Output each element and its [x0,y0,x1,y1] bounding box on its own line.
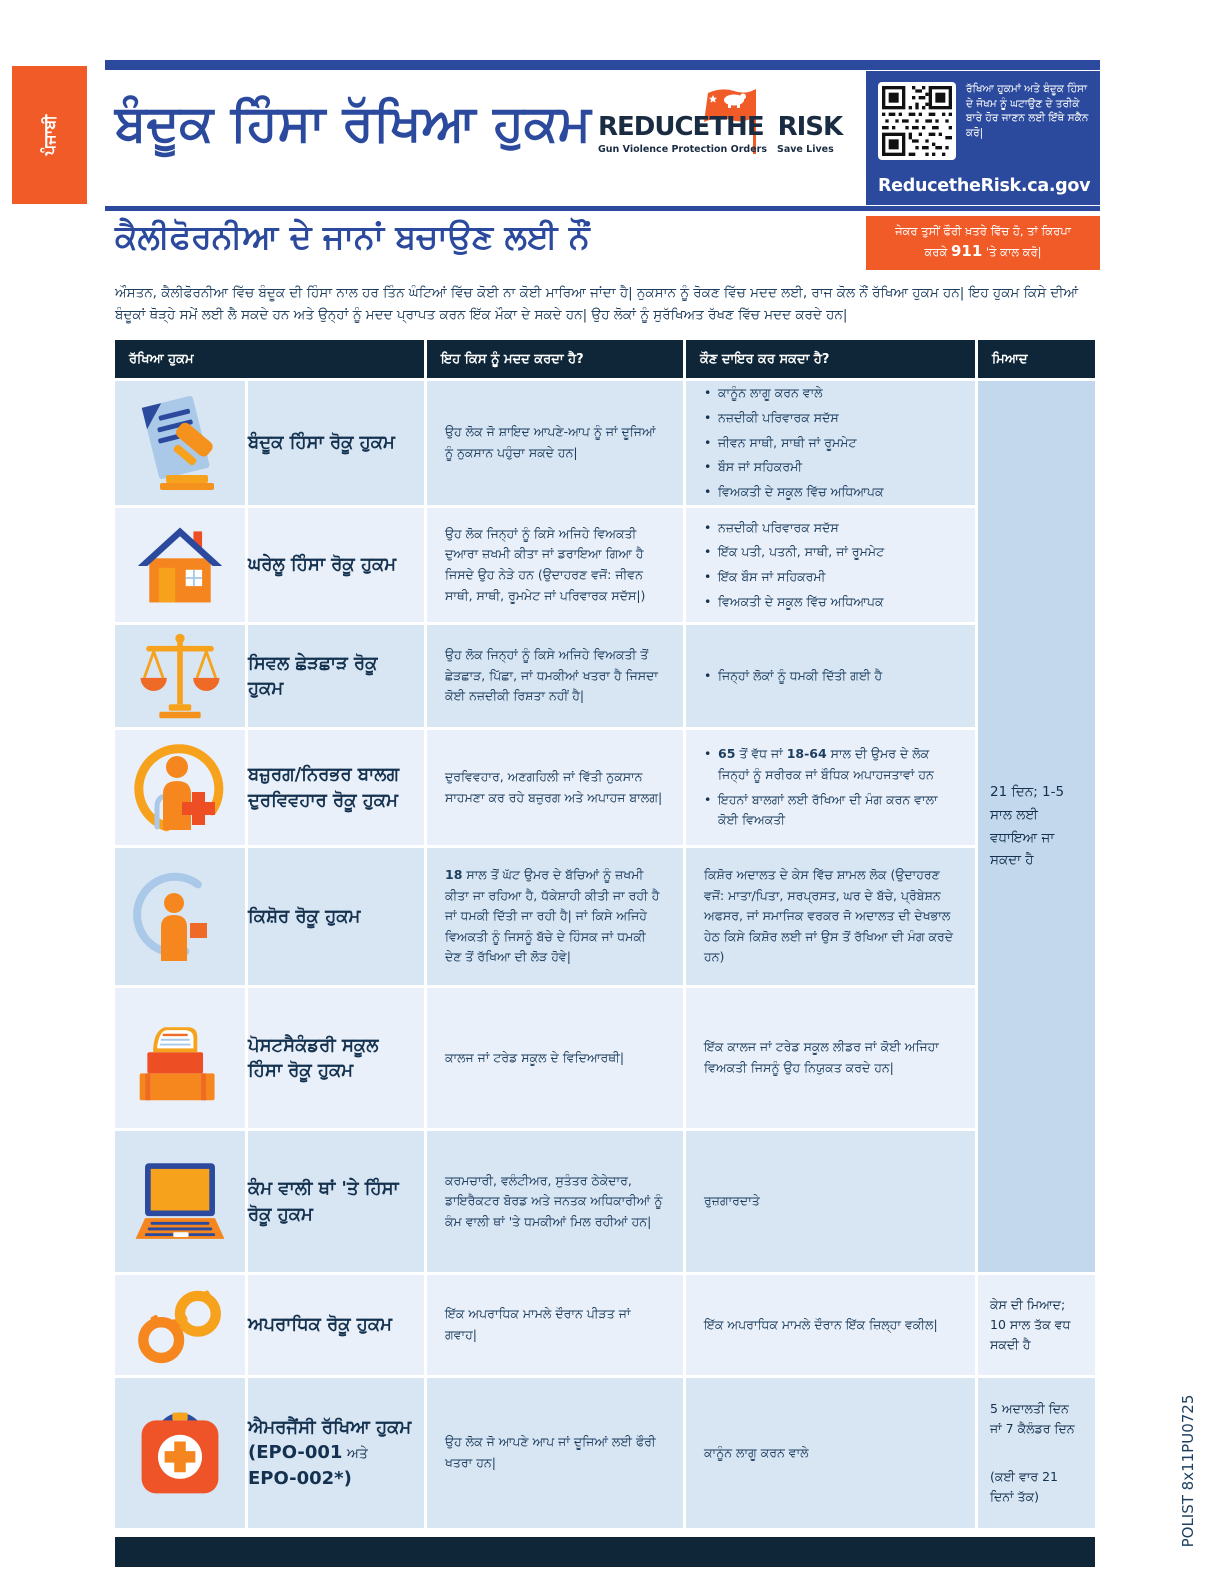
order-name: ਅਪਰਾਧਿਕ ਰੋਕੂ ਹੁਕਮ [248,1275,424,1375]
order-icon-cell [115,381,245,505]
who-list [686,381,975,505]
logo-wordmark: REDUCETHE RISK [598,112,843,142]
language-tab [12,66,87,204]
helps-text: 18 ਸਾਲ ਤੋਂ ਘੱਟ ਉਮਰ ਦੇ ਬੱਚਿਆਂ ਨੂੰ ਜ਼ਖਮੀ ਕੀਤਾ ਜਾ ਰਹਿਆ ਹੈ, ਧੱਕੇਸ਼ਾਹੀ ਕੀਤੀ ਜਾ ਰਹੀ ਹੈ ਜਾਂ ਧਮਕੀ ਦਿੱਤੀ ਜਾ ਰਹੀ ਹੈ| ਜਾਂ ਕਿਸੇ ਅਜਿਹੇ ਵਿਅਕਤੀ ਨੂੰ ਜਿਸਨੂੰ ਬੱਚੇ ਦੇ ਹਿੰਸਕ ਜਾਂ ਧਮਕੀ ਦੇਣ ਤੋਂ ਰੱਖਿਆ ਦੀ ਲੋੜ ਹੋਵੇ| [427,848,683,985]
helps-text: ਉਹ ਲੋਕ ਜੋ ਆਪਣੇ ਆਪ ਜਾਂ ਦੂਜਿਆਂ ਲਈ ਫੌਰੀ ਖਤਰਾ ਹਨ| [427,1378,683,1528]
qr-code [878,82,956,160]
helps-text: ਦੁਰਵਿਵਹਾਰ, ਅਣਗਹਿਲੀ ਜਾਂ ਵਿੱਤੀ ਨੁਕਸਾਨ ਸਾਹਮਣਾ ਕਰ ਰਹੇ ਬਜ਼ੁਰਗ ਅਤੇ ਅਪਾਹਜ ਬਾਲਗ| [427,730,683,845]
site-url: ReducetheRisk.ca.gov [878,176,1091,196]
scales-icon [133,630,227,722]
who-list [686,730,975,845]
column-header-order: ਰੱਖਿਆ ਹੁਕਮ [115,340,424,378]
duration-cell-rows-1-7: 21 ਦਿਨ; 1-5 ਸਾਲ ਲਈ ਵਧਾਇਆ ਜਾ ਸਕਦਾ ਹੈ [978,381,1095,1272]
order-icon-cell [115,848,245,985]
gavel-document-icon [134,393,226,493]
duration-cell-row-8: ਕੇਸ ਦੀ ਮਿਆਦ; 10 ਸਾਲ ਤੱਕ ਵਧ ਸਕਦੀ ਹੈ [978,1275,1095,1375]
helps-text: ਕਰਮਚਾਰੀ, ਵਲੰਟੀਅਰ, ਸੁਤੰਤਰ ਠੇਕੇਦਾਰ, ਡਾਇਰੈਕਟਰ ਬੋਰਡ ਅਤੇ ਜਨਤਕ ਅਧਿਕਾਰੀਆਂ ਨੂੰ ਕੰਮ ਵਾਲੀ ਥਾਂ 'ਤੇ ਧਮਕੀਆਂ ਮਿਲ ਰਹੀਆਂ ਹਨ| [427,1131,683,1272]
who-text: ਕਿਸ਼ੋਰ ਅਦਾਲਤ ਦੇ ਕੇਸ ਵਿੱਚ ਸ਼ਾਮਲ ਲੋਕ (ਉਦਾਹਰਣ ਵਜੋਂ: ਮਾਤਾ/ਪਿਤਾ, ਸਰਪ੍ਰਸਤ, ਘਰ ਦੇ ਬੱਚੇ, ਪ੍ਰੋਬੇਸ਼ਨ ਅਫਸਰ, ਜਾਂ ਸਮਾਜਿਕ ਵਰਕਰ ਜੋ ਅਦਾਲਤ ਦੀ ਦੇਖਭਾਲ ਹੇਠ ਕਿਸੇ ਕਿਸ਼ੋਰ ਲਈ ਜਾਂ ਉਸ ਤੋਂ ਰੱਖਿਆ ਦੀ ਮੰਗ ਕਰਦੇ ਹਨ) [686,848,975,985]
epo-codes: EPO-002*) [248,1467,352,1489]
who-item: • ਬੌਸ ਜਾਂ ਸਹਿਕਰਮੀ [704,457,883,478]
order-icon-cell [115,988,245,1128]
emergency-number: 911 [950,242,983,261]
who-text: ਇੱਕ ਅਪਰਾਧਿਕ ਮਾਮਲੇ ਦੌਰਾਨ ਇੱਕ ਜ਼ਿਲ੍ਹਾ ਵਕੀਲ| [686,1275,975,1375]
page-subtitle: ਕੈਲੀਫੋਰਨੀਆ ਦੇ ਜਾਨਾਂ ਬਚਾਉਣ ਲਈ ਨੌਂ [115,217,590,256]
logo-tagline: Gun Violence Protection Orders Save Lives [598,144,834,155]
protection-orders-table [115,340,1095,1528]
who-item: • ਵਿਅਕਤੀ ਦੇ ਸਕੂਲ ਵਿੱਚ ਅਧਿਆਪਕ [704,482,883,503]
who-item: • ਜੀਵਨ ਸਾਥੀ, ਸਾਥੀ ਜਾਂ ਰੂਮਮੇਟ [704,433,883,454]
who-list [686,508,975,622]
who-item: • ਜਿਨ੍ਹਾਂ ਲੋਕਾਂ ਨੂੰ ਧਮਕੀ ਦਿੱਤੀ ਗਈ ਹੈ [704,666,882,687]
who-text: ਇੱਕ ਕਾਲਜ ਜਾਂ ਟਰੇਡ ਸਕੂਲ ਲੀਡਰ ਜਾਂ ਕੋਈ ਅਜਿਹਾ ਵਿਅਕਤੀ ਜਿਸਨੂੰ ਉਹ ਨਿਯੁਕਤ ਕਰਦੇ ਹਨ| [686,988,975,1128]
order-name: ਕਿਸ਼ੋਰ ਰੋਕੂ ਹੁਕਮ [248,848,424,985]
page-title: ਬੰਦੂਕ ਹਿੰਸਾ ਰੱਖਿਆ ਹੁਕਮ [115,94,591,152]
order-icon-cell [115,1275,245,1375]
helps-text: ਉਹ ਲੋਕ ਜੋ ਸ਼ਾਇਦ ਆਪਣੇ-ਆਪ ਨੂੰ ਜਾਂ ਦੂਜਿਆਂ ਨੂੰ ਨੁਕਸਾਨ ਪਹੁੰਚਾ ਸਕਦੇ ਹਨ| [427,381,683,505]
first-aid-kit-icon [132,1403,228,1503]
books-icon [132,1010,228,1106]
helps-text: ਇੱਕ ਅਪਰਾਧਿਕ ਮਾਮਲੇ ਦੌਰਾਨ ਪੀੜਤ ਜਾਂ ਗਵਾਹ| [427,1275,683,1375]
language-tab-label: ਪੰਜਾਬੀ [39,114,59,156]
column-header-helps: ਇਹ ਕਿਸ ਨੂੰ ਮਦਦ ਕਰਦਾ ਹੈ? [427,340,683,378]
who-item: • ਇੱਕ ਪਤੀ, ਪਤਨੀ, ਸਾਥੀ, ਜਾਂ ਰੂਮਮੇਟ [704,542,884,563]
order-name: ਘਰੇਲੂ ਹਿੰਸਾ ਰੋਕੂ ਹੁਕਮ [248,508,424,622]
laptop-icon [128,1157,232,1247]
order-name: ਸਿਵਲ ਛੇੜਛਾੜ ਰੋਕੂ ਹੁਕਮ [248,625,424,727]
order-icon-cell [115,730,245,845]
emergency-banner: ਜੇਕਰ ਤੁਸੀਂ ਫੌਰੀ ਖ਼ਤਰੇ ਵਿੱਚ ਹੋ, ਤਾਂ ਕਿਰਪਾ ਕਰਕੇ 911 'ਤੇ ਕਾਲ ਕਰੋ| [866,216,1100,270]
who-item: • ਇੱਕ ਬੌਸ ਜਾਂ ਸਹਿਕਰਮੀ [704,567,884,588]
who-item: • ਨਜ਼ਦੀਕੀ ਪਰਿਵਾਰਕ ਸਦੱਸ [704,518,884,539]
handcuffs-icon [133,1279,227,1371]
epo-codes: (EPO-001 ਅਤੇ [248,1442,368,1464]
order-name: ਬਜ਼ੁਰਗ/ਨਿਰਭਰ ਬਾਲਗ ਦੁਰਵਿਵਹਾਰ ਰੋਕੂ ਹੁਕਮ [248,730,424,845]
footer-bar [115,1537,1095,1567]
column-header-who: ਕੌਣ ਦਾਇਰ ਕਰ ਸਕਦਾ ਹੈ? [686,340,975,378]
who-item: • ਇਹਨਾਂ ਬਾਲਗਾਂ ਲਈ ਰੱਖਿਆ ਦੀ ਮੰਗ ਕਰਨ ਵਾਲਾ ਕੋਈ ਵਿਅਕਤੀ [704,790,957,831]
who-item: • 65 ਤੋਂ ਵੱਧ ਜਾਂ 18-64 ਸਾਲ ਦੀ ਉਮਰ ਦੇ ਲੋਕ ਜਿਨ੍ਹਾਂ ਨੂੰ ਸਰੀਰਕ ਜਾਂ ਬੌਧਿਕ ਅਪਾਹਜਤਾਵਾਂ ਹਨ [704,744,957,785]
order-name: ਕੰਮ ਵਾਲੀ ਥਾਂ 'ਤੇ ਹਿੰਸਾ ਰੋਕੂ ਹੁਕਮ [248,1131,424,1272]
order-icon-cell [115,1378,245,1528]
column-header-duration: ਮਿਆਦ [978,340,1095,378]
intro-paragraph: ਔਸਤਨ, ਕੈਲੀਫੋਰਨੀਆ ਵਿੱਚ ਬੰਦੂਕ ਦੀ ਹਿੰਸਾ ਨਾਲ ਹਰ ਤਿੰਨ ਘੰਟਿਆਂ ਵਿੱਚ ਕੋਈ ਨਾ ਕੋਈ ਮਾਰਿਆ ਜਾਂਦਾ ਹੈ| ਨੁਕਸਾਨ ਨੂੰ ਰੋਕਣ ਵਿੱਚ ਮਦਦ ਲਈ, ਰਾਜ ਕੋਲ ਨੌਂ ਰੱਖਿਆ ਹੁਕਮ ਹਨ| ਇਹ ਹੁਕਮ ਕਿਸੇ ਦੀਆਂ ਬੰਦੂਕਾਂ ਥੋੜ੍ਹੇ ਸਮੇਂ ਲਈ ਲੈ ਸਕਦੇ ਹਨ ਅਤੇ ਉਨ੍ਹਾਂ ਨੂੰ ਮਦਦ ਪ੍ਰਾਪਤ ਕਰਨ ਇੱਕ ਮੌਕਾ ਦੇ ਸਕਦੇ ਹਨ| ਉਹ ਲੋਕਾਂ ਨੂੰ ਸੁਰੱਖਿਅਤ ਰੱਖਣ ਵਿੱਚ ਮਦਦ ਕਰਦੇ ਹਨ| [115,285,1079,323]
order-name: ਪੋਸਟਸੈਕੰਡਰੀ ਸਕੂਲ ਹਿੰਸਾ ਰੋਕੂ ਹੁਕਮ [248,988,424,1128]
order-icon-cell [115,625,245,727]
order-icon-cell [115,1131,245,1272]
helps-text: ਉਹ ਲੋਕ ਜਿਨ੍ਹਾਂ ਨੂੰ ਕਿਸੇ ਅਜਿਹੇ ਵਿਅਕਤੀ ਤੋਂ ਛੇੜਛਾੜ, ਪਿੱਛਾ, ਜਾਂ ਧਮਕੀਆਂ ਖਤਰਾ ਹੈ ਜਿਸਦਾ ਕੋਈ ਨਜ਼ਦੀਕੀ ਰਿਸ਼ਤਾ ਨਹੀਂ ਹੈ| [427,625,683,727]
elder-care-icon [130,738,230,838]
header-divider [105,206,1100,211]
who-text: ਕਾਨੂੰਨ ਲਾਗੂ ਕਰਨ ਵਾਲੇ [686,1378,975,1528]
who-item: • ਕਾਨੂੰਨ ਲਾਗੂ ਕਰਨ ਵਾਲੇ [704,383,883,404]
reduce-the-risk-logo [598,86,848,158]
helps-text: ਕਾਲਜ ਜਾਂ ਟਰੇਡ ਸਕੂਲ ਦੇ ਵਿਦਿਆਰਥੀ| [427,988,683,1128]
who-list [686,625,975,727]
qr-caption: ਰੱਖਿਆ ਹੁਕਮਾਂ ਅਤੇ ਬੰਦੂਕ ਹਿੰਸਾ ਦੇ ਜੋਖਮ ਨੂੰ ਘਟਾਉਣ ਦੇ ਤਰੀਕੇ ਬਾਰੇ ਹੋਰ ਜਾਣਨ ਲਈ ਇੱਥੇ ਸਕੈਨ ਕਰੋ| [966,83,1089,140]
duration-cell-row-9: 5 ਅਦਾਲਤੀ ਦਿਨ ਜਾਂ 7 ਕੈਲੰਡਰ ਦਿਨ (ਕਈ ਵਾਰ 21 ਦਿਨਾਂ ਤੱਕ) [978,1378,1095,1528]
minor-icon [130,865,230,969]
print-code: POLIST 8x11PU0725 [1179,1394,1197,1548]
top-accent-bar [105,60,1100,70]
order-name: ਬੰਦੂਕ ਹਿੰਸਾ ਰੋਕੂ ਹੁਕਮ [248,381,424,505]
who-item: • ਵਿਅਕਤੀ ਦੇ ਸਕੂਲ ਵਿੱਚ ਅਧਿਆਪਕ [704,592,884,613]
house-icon [132,520,228,610]
helps-text: ਉਹ ਲੋਕ ਜਿਨ੍ਹਾਂ ਨੂੰ ਕਿਸੇ ਅਜਿਹੇ ਵਿਅਕਤੀ ਦੁਆਰਾ ਜ਼ਖਮੀ ਕੀਤਾ ਜਾਂ ਡਰਾਇਆ ਗਿਆ ਹੈ ਜਿਸਦੇ ਉਹ ਨੇੜੇ ਹਨ (ਉਦਾਹਰਣ ਵਜੋਂ: ਜੀਵਨ ਸਾਥੀ, ਸਾਥੀ, ਰੂਮਮੇਟ ਜਾਂ ਪਰਿਵਾਰਕ ਸਦੱਸ|) [427,508,683,622]
order-icon-cell [115,508,245,622]
who-text: ਰੁਜ਼ਗਾਰਦਾਤੇ [686,1131,975,1272]
who-item: • ਨਜ਼ਦੀਕੀ ਪਰਿਵਾਰਕ ਸਦੱਸ [704,408,883,429]
order-name: ਐਮਰਜੈਂਸੀ ਰੱਖਿਆ ਹੁਕਮ (EPO-001 ਅਤੇ EPO-002*) [248,1378,424,1528]
qr-code-icon [882,86,952,156]
qr-panel [866,71,1100,205]
